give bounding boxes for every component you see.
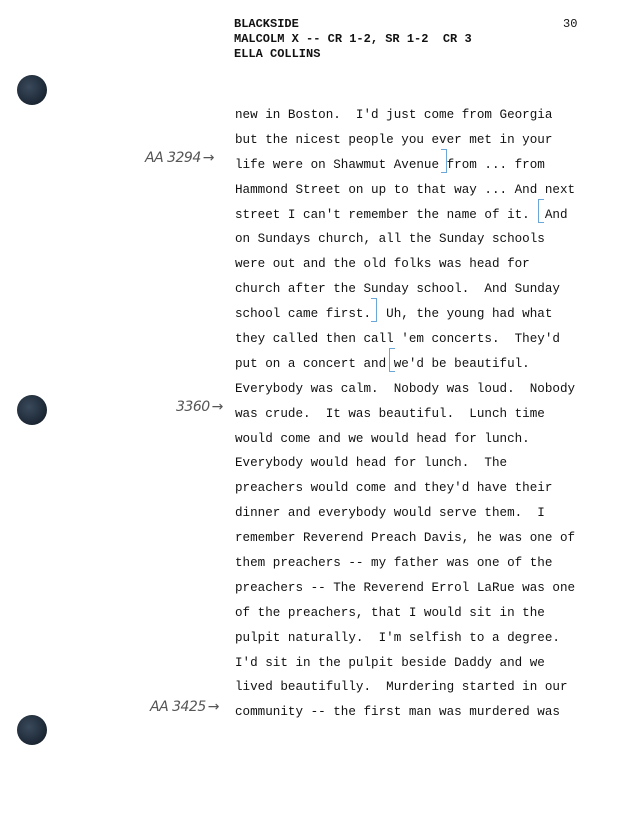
edit-bracket-close	[371, 298, 377, 322]
transcript-line: pulpit naturally. I'm selfish to a degree.	[235, 630, 560, 645]
transcript-line: preachers -- The Reverend Errol LaRue was one	[235, 580, 576, 595]
transcript-line: preachers would come and they'd have their	[235, 481, 553, 496]
transcript-line: but the nicest people you ever met in your	[235, 132, 553, 147]
transcript-line: Everybody was calm. Nobody was loud. Nobody	[235, 381, 576, 396]
arrow-icon: →	[202, 150, 214, 166]
transcript-line: community -- the first man was murdered was	[235, 705, 560, 720]
arrow-icon: →	[211, 399, 223, 415]
transcript-line: I'd sit in the pulpit beside Daddy and we	[235, 655, 545, 670]
transcript-line: street I can't remember the name of it. And	[235, 207, 568, 222]
header-title: MALCOLM X -- CR 1-2, SR 1-2 CR 3	[234, 32, 472, 46]
transcript-line: Hammond Street on up to that way ... And next	[235, 182, 576, 197]
transcript-line: church after the Sunday school. And Sunday	[235, 282, 560, 297]
transcript-line: lived beautifully. Murdering started in our	[235, 680, 568, 695]
timecode-note-3360	[176, 399, 223, 415]
transcript-line: Everybody would head for lunch. The	[235, 456, 508, 471]
transcript-line: put on a concert and we'd be beautiful.	[235, 356, 530, 371]
page-number: 30	[563, 17, 578, 31]
transcript-line: of the preachers, that I would sit in the	[235, 605, 545, 620]
arrow-icon: →	[207, 699, 219, 715]
transcript-line: would come and we would head for lunch.	[235, 431, 530, 446]
transcript-line: school came first. Uh, the young had what	[235, 307, 553, 322]
header-interviewee: ELLA COLLINS	[234, 47, 321, 61]
transcript-line: were out and the old folks was head for	[235, 257, 530, 272]
binder-hole-top	[17, 75, 47, 105]
edit-bracket-open	[389, 348, 395, 372]
binder-hole-bottom	[17, 715, 47, 745]
timecode-note-3294	[145, 150, 214, 166]
transcript-line: life were on Shawmut Avenue from ... from	[235, 157, 545, 172]
header-organization: BLACKSIDE	[234, 17, 299, 31]
timecode-note-text: 3360	[176, 399, 210, 415]
document-header	[234, 17, 472, 62]
transcript-line: dinner and everybody would serve them. I	[235, 506, 545, 521]
transcript-body	[235, 103, 575, 725]
transcript-line: on Sundays church, all the Sunday schools	[235, 232, 545, 247]
timecode-note-text: AA 3294	[145, 150, 201, 166]
edit-bracket-open	[538, 199, 544, 223]
timecode-note-text: AA 3425	[150, 699, 206, 715]
transcript-line: new in Boston. I'd just come from Georgia	[235, 108, 553, 122]
transcript-line: was crude. It was beautiful. Lunch time	[235, 406, 545, 421]
transcript-line: they called then call 'em concerts. They'd	[235, 332, 560, 347]
binder-hole-middle	[17, 395, 47, 425]
edit-bracket-close	[441, 149, 447, 173]
transcript-line: remember Reverend Preach Davis, he was one of	[235, 531, 576, 546]
transcript-line: them preachers -- my father was one of the	[235, 556, 553, 571]
timecode-note-3425	[150, 699, 219, 715]
